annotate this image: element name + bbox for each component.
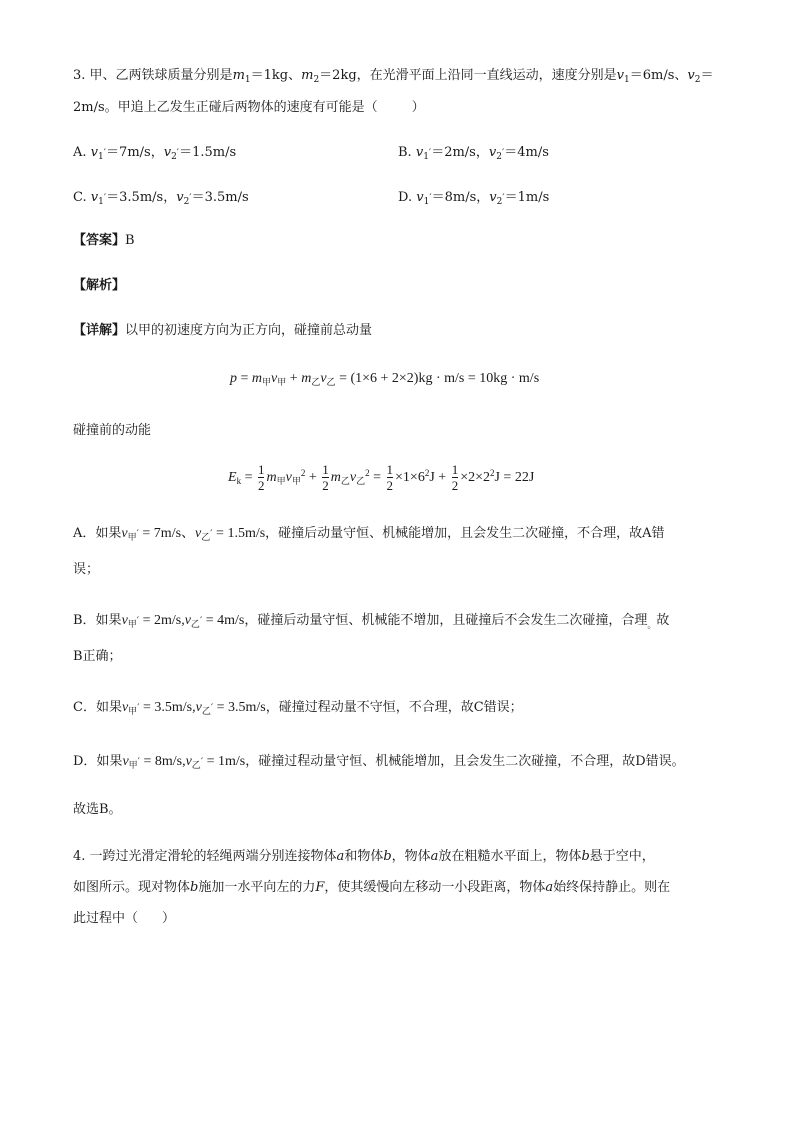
analysis-line: [73, 277, 125, 295]
question-3-stem-line-2: 2m/s。甲追上乙发生正碰后两物体的速度有可能是（ ）: [73, 100, 425, 115]
explanation-a: A．如果$v_甲' = 7m/s$、$v_乙' = 1.5m/s$，碰撞后动量守恒、机械能增加，且会发生二次碰撞，不合理，故A错: [73, 526, 665, 543]
option-b: B. $v_1'=2m/s$，$v_2'=4m/s$: [398, 145, 549, 162]
answer-value: B: [125, 233, 135, 248]
question-3-stem-line-1: 3. 甲、乙两铁球质量分别是$m_1=1kg$、$m_2=2kg$，在光滑平面上沿同一直线运动，速度分别是$v_1=6m/s$、$v_2=$: [73, 68, 714, 85]
question-4-line-1: 4. 一跨过光滑定滑轮的轻绳两端分别连接物体a和物体b，物体a放在粗糙水平面上，物体b悬于空中，: [73, 849, 655, 864]
energy-formula: $E_k$ = $\frac{1}{2}$ $m_甲v_甲^2$ + $\frac{1}{2}$ $m_乙v_乙^2$ = $\frac{1}{2}$ $\times 1\times 6^2J$ + $\frac{1}{2}$ $\times 2\times 2^2J = 22J$: [228, 462, 535, 494]
question-4-line-3: 此过程中（ ）: [73, 911, 176, 926]
explanation-a-cont: 误；: [73, 562, 100, 577]
explanation-b: B．如果$v_甲' = 2m/s,v_乙' = 4m/s$，碰撞后动量守恒、机械能不增加，且碰撞后不会发生二次碰撞，合理$_。$故: [73, 613, 670, 631]
option-c: C. $v_1'=3.5m/s$，$v_2'=3.5m/s$: [73, 190, 249, 207]
explanation-c: C．如果$v_甲' = 3.5m/s,v_乙' = 3.5m/s$，碰撞过程动量不守恒，不合理，故C错误；: [73, 700, 523, 717]
conclusion: 故选B。: [73, 802, 122, 817]
option-d: D. $v_1'=8m/s$，$v_2'=1m/s$: [398, 190, 550, 207]
momentum-formula: $p = m_甲v_甲 + m_乙v_乙 = (1\times 6 + 2\times 2)kg \cdot m/s = 10kg \cdot m/s$: [230, 371, 540, 387]
answer-tag: 【答案】: [73, 233, 126, 248]
detail-line: 【详解】以甲的初速度方向为正方向，碰撞前总动量: [73, 323, 373, 338]
question-4-line-2: 如图所示。现对物体b施加一水平向左的力F，使其缓慢向左移动一小段距离，物体a始终保持静止。则在: [73, 880, 671, 895]
explanation-d: D．如果$v_甲' = 8m/s,v_乙' = 1m/s$，碰撞过程动量守恒、机械能增加，且会发生二次碰撞，不合理，故D错误。: [73, 754, 685, 771]
analysis-tag: 【解析】: [73, 278, 126, 293]
explanation-b-cont: B正确；: [73, 649, 122, 664]
answer-line: [73, 232, 135, 250]
energy-label: 碰撞前的动能: [73, 423, 152, 438]
detail-tag: 【详解】: [73, 323, 126, 338]
option-a: A. $v_1'=7m/s$，$v_2'=1.5m/s$: [73, 145, 237, 162]
